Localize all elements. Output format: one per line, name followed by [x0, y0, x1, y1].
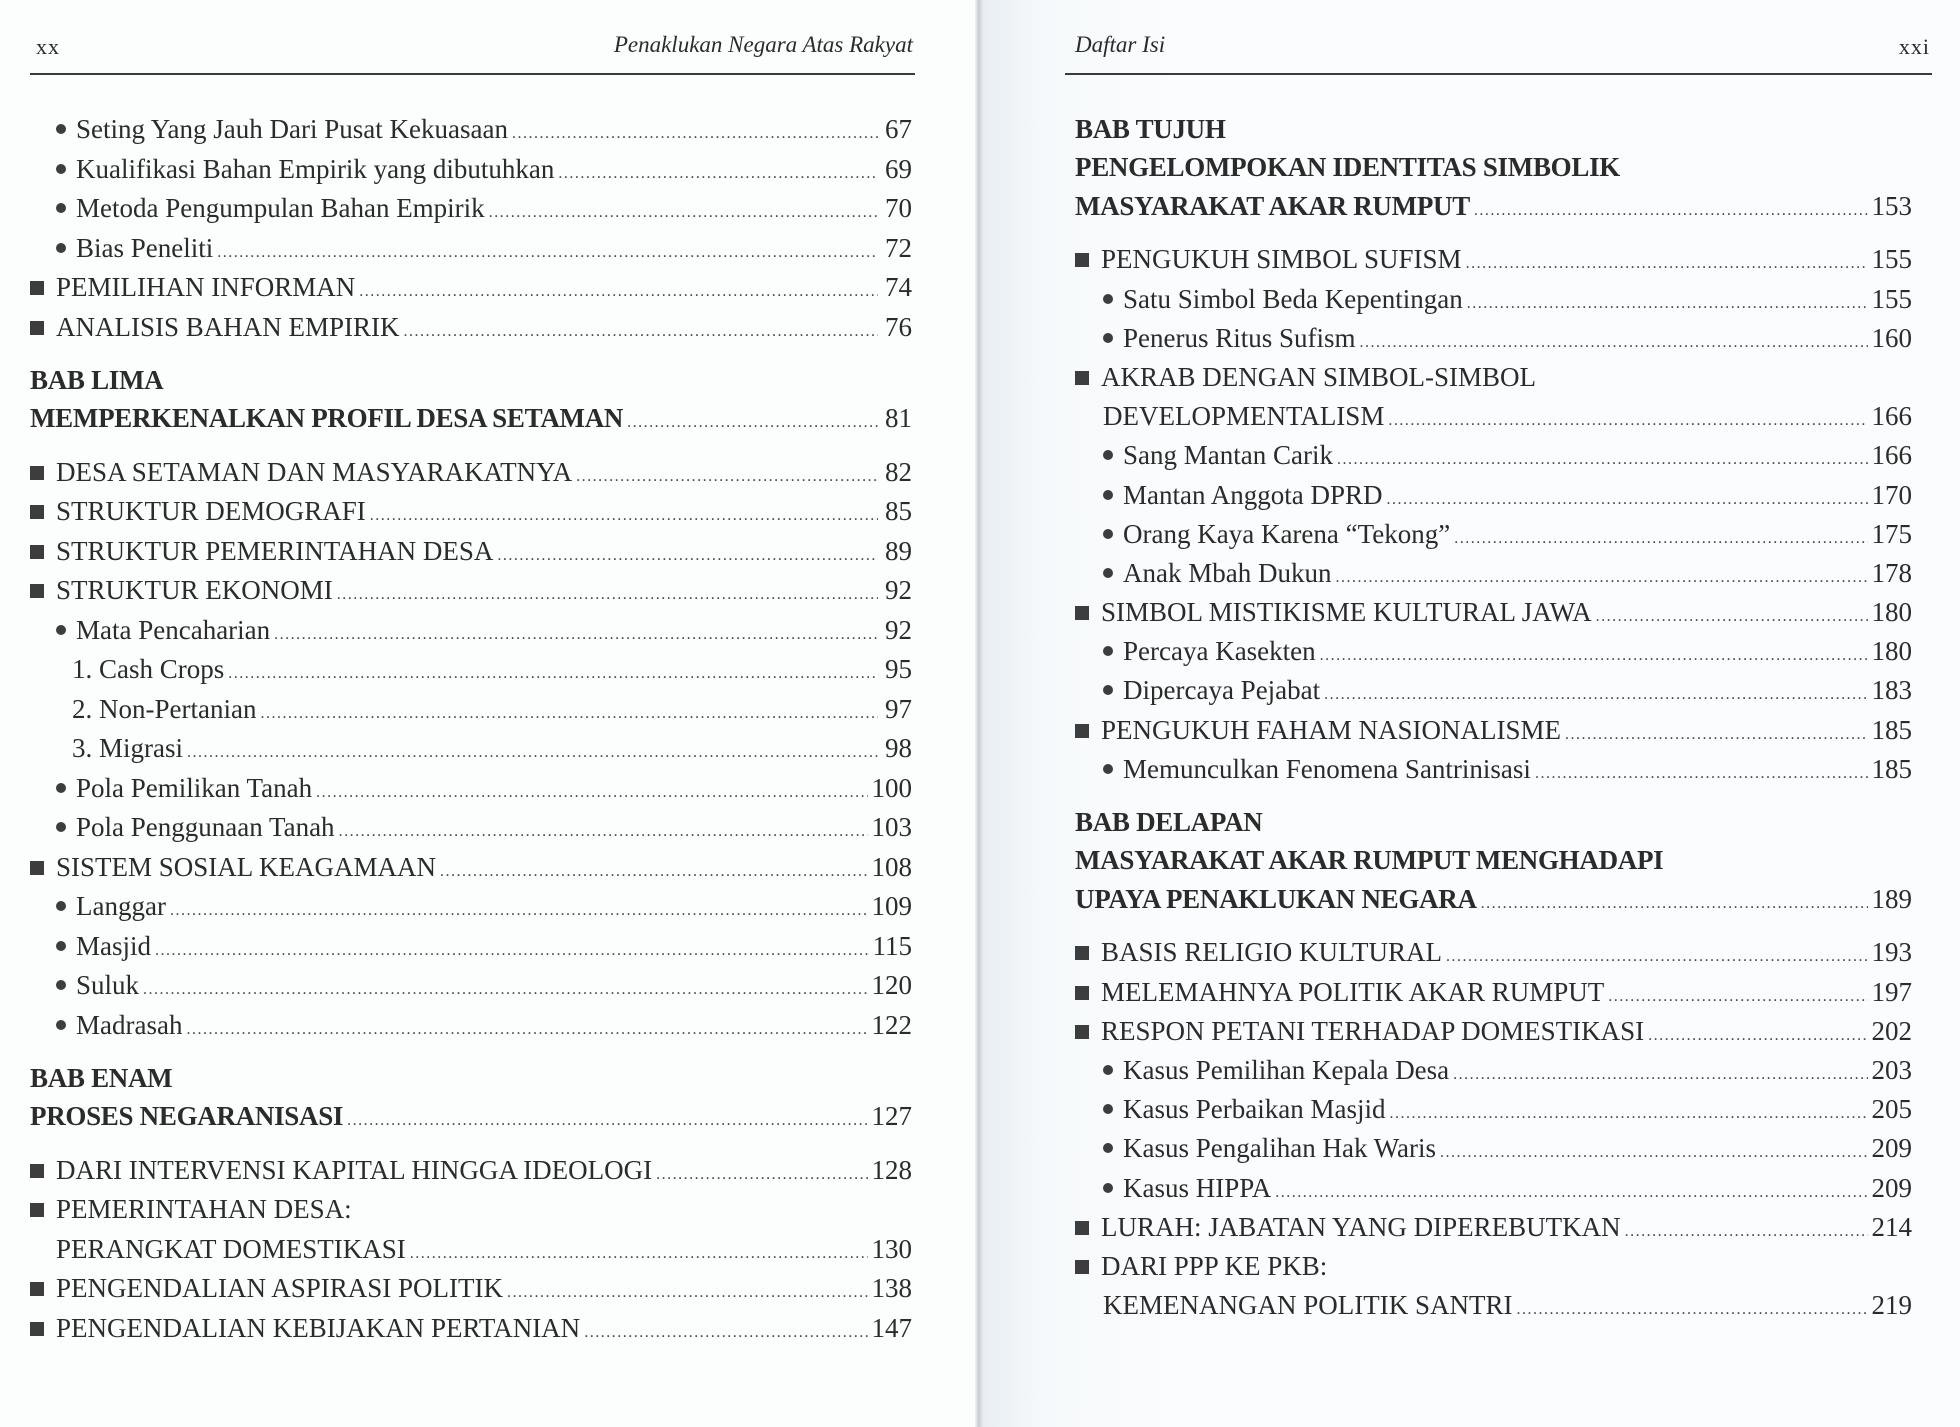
- toc-entry[interactable]: [1075, 240, 1912, 279]
- entry-title: 3. Migrasi: [72, 733, 183, 763]
- round-bullet-icon: [56, 124, 66, 134]
- dot-leader: [186, 1010, 867, 1050]
- entry-page-number: 214: [1871, 1211, 1912, 1242]
- entry-page-number: 147: [871, 1312, 912, 1343]
- entry-page-number: 185: [1871, 714, 1912, 745]
- entry-title: ANALISIS BAHAN EMPIRIK: [56, 311, 400, 342]
- square-bullet-icon: [1075, 986, 1089, 1000]
- toc-entry[interactable]: [1075, 1247, 1912, 1286]
- entry-page-number: 219: [1871, 1290, 1912, 1321]
- entry-page-number: 97: [885, 693, 912, 724]
- entry-title: MEMPERKENALKAN PROFIL DESA SETAMAN: [30, 403, 624, 433]
- chapter-label: BAB DELAPAN: [1075, 807, 1263, 837]
- toc-entry[interactable]: [1075, 436, 1912, 475]
- round-bullet-icon: [56, 243, 66, 253]
- entry-page-number: 170: [1871, 479, 1912, 510]
- dot-leader: [155, 931, 868, 971]
- toc-entry[interactable]: [1075, 397, 1912, 436]
- entry-title: PENGENDALIAN KEBIJAKAN PERTANIAN: [56, 1312, 581, 1343]
- entry-title: PENGUKUH SIMBOL SUFISM: [1101, 244, 1462, 275]
- toc-entry[interactable]: [30, 1230, 912, 1270]
- square-bullet-icon: [1075, 1260, 1089, 1274]
- toc-entry[interactable]: [30, 1309, 912, 1349]
- round-bullet-icon: [56, 1020, 66, 1030]
- toc-entry[interactable]: [30, 532, 912, 572]
- chapter-label: BAB TUJUH: [1075, 114, 1226, 144]
- dot-leader: [1335, 558, 1867, 597]
- dot-leader: [584, 1313, 867, 1353]
- entry-page-number: 109: [871, 891, 912, 921]
- entry-page-number: 185: [1871, 753, 1912, 784]
- round-bullet-icon: [1103, 764, 1113, 774]
- entry-title: Orang Kaya Karena “Tekong”: [1123, 518, 1451, 549]
- table-of-contents: [1075, 110, 1912, 1325]
- book-gutter: [975, 0, 983, 1427]
- entry-page-number: 115: [872, 930, 912, 961]
- entry-page-number: 98: [885, 733, 912, 763]
- toc-entry[interactable]: [30, 650, 912, 690]
- round-bullet-icon: [1103, 1183, 1113, 1193]
- entry-page-number: 108: [871, 851, 912, 882]
- entry-title: DARI PPP KE PKB:: [1101, 1250, 1328, 1281]
- entry-title: Satu Simbol Beda Kepentingan: [1123, 283, 1463, 314]
- square-bullet-icon: [30, 584, 44, 598]
- dot-leader: [1389, 1094, 1867, 1133]
- running-header: [36, 30, 913, 60]
- dot-leader: [627, 403, 878, 443]
- toc-entry[interactable]: [30, 887, 912, 927]
- toc-entry[interactable]: [30, 1006, 912, 1046]
- dot-leader: [1440, 1133, 1867, 1172]
- dot-leader: [359, 272, 878, 312]
- round-bullet-icon: [1103, 450, 1113, 460]
- toc-entry[interactable]: [30, 1097, 912, 1137]
- entry-page-number: 197: [1871, 976, 1912, 1007]
- header-rule: [1065, 73, 1932, 75]
- dot-leader: [558, 154, 878, 194]
- toc-entry[interactable]: [30, 229, 912, 269]
- dot-leader: [370, 496, 878, 536]
- entry-title: DARI INTERVENSI KAPITAL HINGGA IDEOLOGI: [56, 1154, 653, 1185]
- dot-leader: [1275, 1173, 1867, 1212]
- dot-leader: [274, 615, 878, 655]
- entry-title: DEVELOPMENTALISM: [1103, 401, 1385, 432]
- round-bullet-icon: [1103, 529, 1113, 539]
- round-bullet-icon: [56, 901, 66, 911]
- entry-title: Kualifikasi Bahan Empirik yang dibutuhkan: [76, 153, 555, 184]
- dot-leader: [1516, 1290, 1867, 1329]
- entry-page-number: 193: [1871, 937, 1912, 968]
- entry-title: Percaya Kasekten: [1123, 636, 1316, 667]
- toc-entry[interactable]: [1075, 1129, 1912, 1168]
- entry-page-number: 153: [1871, 191, 1912, 222]
- entry-title: LURAH: JABATAN YANG DIPEREBUTKAN: [1101, 1211, 1621, 1242]
- entry-title: Kasus Pengalihan Hak Waris: [1123, 1133, 1437, 1164]
- dot-leader: [228, 654, 878, 694]
- dot-leader: [1466, 244, 1868, 283]
- table-of-contents: [30, 110, 912, 1348]
- square-bullet-icon: [1075, 606, 1089, 620]
- square-bullet-icon: [1075, 1025, 1089, 1039]
- toc-entry[interactable]: [1075, 973, 1912, 1012]
- entry-title: PEMERINTAHAN DESA:: [56, 1194, 352, 1224]
- entry-title: MELEMAHNYA POLITIK AKAR RUMPUT: [1101, 976, 1605, 1007]
- toc-entry[interactable]: [30, 729, 912, 769]
- dot-leader: [440, 852, 867, 892]
- dot-leader: [507, 1273, 867, 1313]
- dot-leader: [339, 812, 868, 852]
- toc-entry[interactable]: [1075, 1286, 1912, 1325]
- entry-page-number: 72: [885, 232, 912, 263]
- round-bullet-icon: [1103, 1143, 1113, 1153]
- dot-leader: [497, 536, 878, 576]
- dot-leader: [1596, 597, 1868, 636]
- entry-page-number: 70: [885, 193, 912, 223]
- toc-entry[interactable]: [30, 189, 912, 229]
- dot-leader: [217, 233, 878, 273]
- dot-leader: [170, 891, 868, 931]
- toc-entry[interactable]: [30, 848, 912, 888]
- toc-entry[interactable]: [30, 611, 912, 651]
- toc-entry[interactable]: [30, 453, 912, 493]
- entry-title: PEMILIHAN INFORMAN: [56, 272, 356, 302]
- chapter-label: BAB ENAM: [30, 1063, 173, 1093]
- toc-entry[interactable]: [1075, 841, 1912, 880]
- entry-title: DESA SETAMAN DAN MASYARAKATNYA: [56, 456, 573, 487]
- toc-entry[interactable]: [1075, 358, 1912, 397]
- entry-page-number: 74: [885, 272, 912, 302]
- toc-entry[interactable]: [1075, 1169, 1912, 1208]
- entry-page-number: 203: [1871, 1054, 1912, 1085]
- entry-page-number: 130: [871, 1233, 912, 1264]
- dot-leader: [260, 694, 878, 734]
- entry-title: AKRAB DENGAN SIMBOL-SIMBOL: [1101, 361, 1537, 392]
- toc-entry[interactable]: [1075, 515, 1912, 554]
- toc-entry[interactable]: [30, 690, 912, 730]
- entry-title: UPAYA PENAKLUKAN NEGARA: [1075, 884, 1477, 915]
- entry-title: Penerus Ritus Sufism: [1123, 322, 1356, 353]
- toc-entry[interactable]: [1075, 187, 1912, 226]
- square-bullet-icon: [30, 281, 44, 295]
- square-bullet-icon: [1075, 1221, 1089, 1235]
- round-bullet-icon: [56, 625, 66, 635]
- dot-leader: [337, 575, 878, 615]
- entry-page-number: 178: [1871, 557, 1912, 588]
- dot-leader: [1481, 884, 1868, 923]
- entry-page-number: 69: [885, 153, 912, 184]
- toc-entry[interactable]: [30, 492, 912, 532]
- entry-page-number: 122: [871, 1009, 912, 1040]
- entry-title: Masjid: [76, 930, 152, 961]
- entry-title: Suluk: [76, 970, 140, 1000]
- round-bullet-icon: [1103, 1104, 1113, 1114]
- toc-entry[interactable]: [30, 268, 912, 308]
- entry-title: MASYARAKAT AKAR RUMPUT MENGHADAPI: [1075, 845, 1664, 875]
- entry-page-number: 92: [885, 575, 912, 605]
- entry-title: Pola Pemilikan Tanah: [76, 772, 313, 803]
- entry-title: MASYARAKAT AKAR RUMPUT: [1075, 191, 1470, 222]
- entry-title: PROSES NEGARANISASI: [30, 1101, 344, 1131]
- toc-entry[interactable]: [1075, 1012, 1912, 1051]
- dot-leader: [404, 312, 878, 352]
- toc-entry[interactable]: [30, 1269, 912, 1309]
- dot-leader: [1474, 191, 1868, 230]
- round-bullet-icon: [1103, 685, 1113, 695]
- entry-page-number: 138: [871, 1273, 912, 1303]
- square-bullet-icon: [30, 861, 44, 875]
- square-bullet-icon: [30, 505, 44, 519]
- entry-page-number: 127: [871, 1101, 912, 1131]
- dot-leader: [576, 457, 878, 497]
- dot-leader: [1324, 675, 1867, 714]
- entry-title: Dipercaya Pejabat: [1123, 675, 1321, 706]
- toc-entry[interactable]: [30, 571, 912, 611]
- toc-entry[interactable]: [30, 966, 912, 1006]
- dot-leader: [143, 970, 867, 1010]
- toc-entry[interactable]: [1075, 632, 1912, 671]
- entry-title: BASIS RELIGIO KULTURAL: [1101, 937, 1443, 968]
- square-bullet-icon: [30, 321, 44, 335]
- entry-title: Anak Mbah Dukun: [1123, 557, 1332, 588]
- entry-page-number: 76: [885, 311, 912, 342]
- round-bullet-icon: [56, 941, 66, 951]
- dot-leader: [1454, 519, 1867, 558]
- running-header: [1075, 30, 1930, 60]
- entry-title: STRUKTUR EKONOMI: [56, 575, 333, 605]
- toc-entry[interactable]: [1075, 148, 1912, 187]
- round-bullet-icon: [56, 164, 66, 174]
- entry-page-number: 155: [1871, 283, 1912, 314]
- toc-entry[interactable]: [1075, 750, 1912, 789]
- entry-title: RESPON PETANI TERHADAP DOMESTIKASI: [1101, 1015, 1645, 1046]
- entry-title: STRUKTUR PEMERINTAHAN DESA: [56, 535, 494, 566]
- round-bullet-icon: [1103, 1065, 1113, 1075]
- entry-title: Kasus Perbaikan Masjid: [1123, 1094, 1386, 1125]
- square-bullet-icon: [1075, 371, 1089, 385]
- toc-entry[interactable]: [1075, 671, 1912, 710]
- round-bullet-icon: [56, 822, 66, 832]
- dot-leader: [512, 114, 878, 154]
- toc-entry[interactable]: [1075, 880, 1912, 919]
- entry-title: PENGELOMPOKAN IDENTITAS SIMBOLIK: [1075, 152, 1620, 182]
- entry-page-number: 209: [1871, 1133, 1912, 1164]
- left-page: [0, 0, 975, 1427]
- square-bullet-icon: [30, 1164, 44, 1178]
- entry-page-number: 209: [1871, 1172, 1912, 1203]
- entry-title: SISTEM SOSIAL KEAGAMAAN: [56, 851, 437, 882]
- square-bullet-icon: [30, 1322, 44, 1336]
- entry-title: Pola Penggunaan Tanah: [76, 812, 335, 842]
- square-bullet-icon: [30, 545, 44, 559]
- entry-page-number: 183: [1871, 675, 1912, 706]
- dot-leader: [1608, 977, 1867, 1016]
- dot-leader: [1467, 284, 1868, 323]
- dot-leader: [1625, 1212, 1868, 1251]
- round-bullet-icon: [56, 980, 66, 990]
- entry-page-number: 67: [885, 114, 912, 144]
- dot-leader: [1387, 480, 1868, 519]
- round-bullet-icon: [1103, 646, 1113, 656]
- entry-title: Mata Pencaharian: [76, 614, 271, 645]
- entry-title: Kasus HIPPA: [1123, 1172, 1272, 1203]
- dot-leader: [316, 773, 867, 813]
- round-bullet-icon: [1103, 294, 1113, 304]
- entry-title: 2. Non-Pertanian: [72, 693, 257, 724]
- entry-title: Bias Peneliti: [76, 232, 214, 263]
- running-title: Daftar Isi: [1075, 32, 1166, 57]
- page-folio: xx: [36, 34, 60, 59]
- entry-title: 1. Cash Crops: [72, 654, 225, 684]
- entry-page-number: 202: [1871, 1015, 1912, 1046]
- entry-title: SIMBOL MISTIKISME KULTURAL JAWA: [1101, 597, 1592, 628]
- toc-entry[interactable]: [1075, 319, 1912, 358]
- dot-leader: [1565, 715, 1867, 754]
- round-bullet-icon: [1103, 333, 1113, 343]
- running-title: Penaklukan Negara Atas Rakyat: [613, 32, 913, 57]
- entry-page-number: 180: [1871, 636, 1912, 667]
- chapter-label: BAB LIMA: [30, 365, 164, 395]
- square-bullet-icon: [1075, 253, 1089, 267]
- round-bullet-icon: [56, 203, 66, 213]
- entry-title: Memunculkan Fenomena Santrinisasi: [1123, 753, 1531, 784]
- entry-title: STRUKTUR DEMOGRAFI: [56, 496, 366, 526]
- entry-page-number: 160: [1871, 322, 1912, 353]
- entry-page-number: 155: [1871, 244, 1912, 275]
- round-bullet-icon: [1103, 568, 1113, 578]
- round-bullet-icon: [56, 783, 66, 793]
- dot-leader: [1337, 440, 1868, 479]
- dot-leader: [1446, 937, 1867, 976]
- toc-entry[interactable]: [1075, 593, 1912, 632]
- right-page: [983, 0, 1960, 1427]
- entry-page-number: 95: [885, 654, 912, 684]
- toc-entry[interactable]: [30, 769, 912, 809]
- square-bullet-icon: [1075, 946, 1089, 960]
- toc-entry[interactable]: [30, 308, 912, 348]
- dot-leader: [347, 1101, 867, 1141]
- entry-title: Metoda Pengumpulan Bahan Empirik: [76, 193, 485, 223]
- dot-leader: [1535, 754, 1868, 793]
- entry-title: PENGUKUH FAHAM NASIONALISME: [1101, 714, 1562, 745]
- entry-title: Langgar: [76, 891, 166, 921]
- toc-entry[interactable]: [30, 399, 912, 439]
- dot-leader: [1648, 1016, 1867, 1055]
- entry-page-number: 166: [1871, 401, 1912, 432]
- entry-page-number: 166: [1871, 440, 1912, 471]
- square-bullet-icon: [30, 1282, 44, 1296]
- entry-page-number: 189: [1871, 884, 1912, 915]
- entry-page-number: 103: [871, 812, 912, 842]
- toc-entry[interactable]: [1075, 1208, 1912, 1247]
- entry-page-number: 82: [885, 456, 912, 487]
- entry-page-number: 81: [885, 403, 912, 433]
- toc-entry[interactable]: [1075, 711, 1912, 750]
- header-rule: [30, 73, 915, 75]
- toc-entry[interactable]: [30, 150, 912, 190]
- toc-entry[interactable]: [1075, 1051, 1912, 1090]
- toc-entry[interactable]: [1075, 554, 1912, 593]
- entry-title: Sang Mantan Carik: [1123, 440, 1333, 471]
- entry-page-number: 100: [871, 772, 912, 803]
- dot-leader: [1320, 636, 1868, 675]
- toc-entry[interactable]: [1075, 933, 1912, 972]
- round-bullet-icon: [1103, 490, 1113, 500]
- entry-title: PERANGKAT DOMESTIKASI: [56, 1233, 406, 1264]
- dot-leader: [410, 1234, 868, 1274]
- entry-page-number: 92: [885, 614, 912, 645]
- toc-entry[interactable]: [30, 1190, 912, 1230]
- toc-entry[interactable]: [30, 808, 912, 848]
- entry-page-number: 175: [1871, 518, 1912, 549]
- dot-leader: [489, 193, 878, 233]
- entry-page-number: 128: [871, 1154, 912, 1185]
- page-folio: xxi: [1898, 34, 1930, 59]
- entry-title: Madrasah: [76, 1009, 183, 1040]
- entry-title: KEMENANGAN POLITIK SANTRI: [1103, 1290, 1513, 1321]
- toc-entry[interactable]: [30, 1151, 912, 1191]
- dot-leader: [1360, 323, 1868, 362]
- dot-leader: [187, 733, 878, 773]
- dot-leader: [1453, 1055, 1867, 1094]
- toc-entry[interactable]: [30, 110, 912, 150]
- square-bullet-icon: [30, 466, 44, 480]
- square-bullet-icon: [30, 1203, 44, 1217]
- toc-entry[interactable]: [1075, 1090, 1912, 1129]
- dot-leader: [1388, 401, 1867, 440]
- entry-title: Mantan Anggota DPRD: [1123, 479, 1383, 510]
- entry-title: Kasus Pemilihan Kepala Desa: [1123, 1054, 1450, 1085]
- toc-entry[interactable]: [1075, 476, 1912, 515]
- entry-title: Seting Yang Jauh Dari Pusat Kekuasaan: [76, 114, 508, 144]
- entry-page-number: 89: [885, 535, 912, 566]
- entry-page-number: 205: [1871, 1094, 1912, 1125]
- entry-page-number: 180: [1871, 597, 1912, 628]
- entry-title: PENGENDALIAN ASPIRASI POLITIK: [56, 1273, 504, 1303]
- entry-page-number: 120: [871, 970, 912, 1000]
- entry-page-number: 85: [885, 496, 912, 526]
- dot-leader: [656, 1155, 867, 1195]
- toc-entry[interactable]: [30, 927, 912, 967]
- toc-entry[interactable]: [1075, 280, 1912, 319]
- square-bullet-icon: [1075, 724, 1089, 738]
